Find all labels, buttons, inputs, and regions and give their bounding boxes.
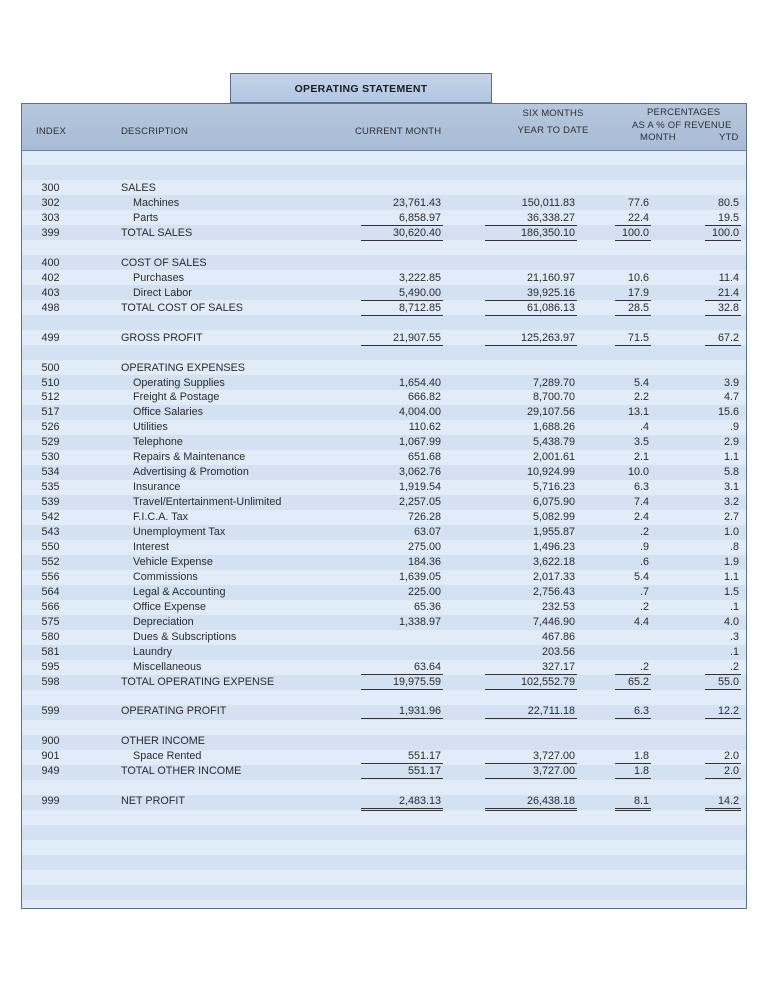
underline-rule [615, 315, 651, 316]
row-current-month: 651.68 [407, 451, 441, 464]
underline-rule [361, 240, 443, 241]
background-stripe [22, 885, 746, 900]
row-description: Interest [133, 540, 170, 553]
row-description: Telephone [133, 436, 183, 449]
row-pct-ytd: 1.1 [723, 570, 739, 583]
row-description: Depreciation [133, 615, 194, 628]
table-row [22, 734, 746, 748]
row-pct-month: 77.6 [627, 196, 649, 209]
background-stripe [22, 315, 746, 330]
table-row [22, 420, 746, 434]
row-pct-ytd: 2.7 [723, 511, 739, 524]
row-six-months-ytd: 22,711.18 [527, 705, 575, 718]
row-six-months-ytd: 10,924.99 [526, 466, 575, 479]
row-six-months-ytd: 3,727.00 [532, 765, 575, 778]
row-index: 543 [41, 526, 60, 538]
row-pct-month: 13.1 [627, 406, 649, 419]
row-description: SALES [121, 182, 156, 194]
row-pct-ytd: .1 [729, 645, 739, 658]
row-pct-ytd: .2 [729, 660, 739, 673]
row-index: 542 [41, 511, 60, 524]
row-six-months-ytd: 7,446.90 [532, 615, 575, 628]
row-index: 595 [41, 660, 60, 673]
background-stripe [22, 150, 746, 165]
row-description: TOTAL SALES [121, 226, 193, 239]
table-row [22, 764, 746, 778]
row-description: Operating Supplies [133, 376, 225, 389]
row-pct-month: .2 [639, 526, 649, 538]
header-description: DESCRIPTION [121, 126, 189, 137]
row-index: 534 [41, 466, 60, 479]
row-current-month: 3,222.85 [398, 271, 441, 284]
row-six-months-ytd: 61,086.13 [526, 301, 575, 314]
row-six-months-ytd: 203.56 [541, 645, 575, 658]
row-pct-month: 71.5 [627, 331, 649, 344]
row-pct-ytd: 5.8 [723, 466, 739, 479]
row-description: Insurance [133, 481, 181, 494]
underline-rule [361, 689, 443, 690]
row-six-months-ytd: 467.86 [541, 630, 575, 643]
row-description: OPERATING PROFIT [121, 705, 227, 718]
row-index: 949 [41, 765, 60, 778]
row-pct-ytd: 80.5 [717, 196, 739, 209]
row-description: NET PROFIT [121, 795, 185, 808]
row-current-month: 30,620.40 [392, 226, 441, 239]
underline-rule [485, 778, 577, 779]
row-current-month: 666.82 [407, 391, 441, 404]
row-six-months-ytd: 2,017.33 [532, 570, 575, 583]
row-pct-month: 2.4 [633, 511, 649, 524]
row-current-month: 23,761.43 [392, 196, 441, 209]
row-description: Dues & Subscriptions [133, 630, 237, 643]
header-pct-of-revenue: AS A % OF REVENUE [632, 120, 732, 131]
background-stripe [22, 810, 746, 825]
row-index: 550 [41, 540, 60, 553]
underline-rule [615, 689, 651, 690]
row-six-months-ytd: 3,622.18 [532, 555, 575, 568]
row-current-month: 110.62 [408, 421, 441, 434]
header-percentages: PERCENTAGES [647, 107, 721, 118]
row-pct-ytd: 1.9 [723, 555, 739, 568]
row-index: 499 [41, 331, 60, 344]
row-current-month: 8,712.85 [398, 301, 441, 314]
row-pct-month: 100.0 [621, 226, 649, 239]
row-pct-ytd: 3.2 [723, 496, 739, 509]
row-pct-ytd: 14.2 [717, 795, 739, 808]
table-row [22, 465, 746, 479]
row-description: TOTAL OTHER INCOME [121, 765, 242, 778]
row-index: 552 [41, 555, 60, 568]
table-row [22, 435, 746, 449]
table-row [22, 211, 746, 225]
table-row [22, 226, 746, 240]
row-index: 581 [41, 645, 60, 658]
row-index: 526 [41, 421, 60, 434]
row-six-months-ytd: 327.17 [541, 660, 575, 673]
row-description: OTHER INCOME [121, 735, 205, 748]
table-row [22, 675, 746, 689]
underline-rule [485, 718, 577, 719]
row-index: 303 [41, 211, 60, 224]
table-row [22, 495, 746, 509]
table-row [22, 704, 746, 718]
table-row [22, 271, 746, 285]
table-row [22, 615, 746, 629]
row-pct-month: .2 [639, 600, 649, 613]
underline-rule [361, 778, 443, 779]
table-row [22, 555, 746, 569]
underline-rule [705, 689, 741, 690]
row-description: COST OF SALES [121, 256, 207, 269]
row-six-months-ytd: 1,496.23 [532, 540, 575, 553]
row-pct-month: 8.1 [633, 795, 649, 808]
row-pct-ytd: 4.0 [723, 615, 739, 628]
row-six-months-ytd: 1,955.87 [532, 526, 575, 538]
row-description: Freight & Postage [133, 391, 220, 404]
background-stripe [22, 870, 746, 885]
row-current-month: 63.07 [413, 526, 441, 538]
background-stripe [22, 780, 746, 795]
row-index: 498 [41, 301, 60, 314]
row-current-month: 551.17 [407, 765, 441, 778]
background-stripe [22, 900, 746, 909]
row-current-month: 1,338.97 [398, 615, 441, 628]
table-row [22, 600, 746, 614]
underline-rule [615, 345, 651, 346]
row-six-months-ytd: 8,700.70 [532, 391, 575, 404]
row-pct-ytd: .8 [729, 540, 739, 553]
row-pct-ytd: 2.0 [723, 750, 739, 763]
row-description: Office Expense [133, 600, 207, 613]
row-description: Purchases [133, 271, 185, 284]
row-six-months-ytd: 29,107.56 [526, 406, 575, 419]
table-row [22, 585, 746, 599]
row-index: 900 [41, 735, 60, 748]
row-six-months-ytd: 5,082.99 [532, 511, 575, 524]
row-current-month: 1,067.99 [398, 436, 441, 449]
row-pct-month: 1.8 [633, 750, 649, 763]
row-current-month: 184.36 [407, 555, 441, 568]
row-six-months-ytd: 26,438.18 [526, 795, 575, 808]
header-six-months: SIX MONTHS [522, 108, 584, 119]
row-six-months-ytd: 36,338.27 [526, 211, 575, 224]
row-description: Vehicle Expense [133, 555, 213, 568]
header-pct-month: MONTH [640, 132, 676, 143]
row-current-month: 65.36 [413, 600, 441, 613]
row-pct-month: .7 [639, 585, 649, 598]
row-index: 402 [41, 271, 60, 284]
underline-rule [705, 808, 741, 809]
row-index: 500 [41, 361, 60, 374]
table-row [22, 570, 746, 584]
row-pct-month: 1.8 [633, 765, 649, 778]
row-description: OPERATING EXPENSES [121, 361, 245, 374]
row-pct-ytd: 3.9 [723, 376, 739, 389]
row-six-months-ytd: 5,438.79 [532, 436, 575, 449]
background-stripe [22, 720, 746, 735]
statement-sheet [21, 103, 747, 909]
underline-rule [485, 240, 577, 241]
row-pct-month: 6.3 [633, 705, 649, 718]
row-current-month: 1,919.54 [398, 481, 441, 494]
header-pct-ytd: YTD [719, 132, 739, 143]
header-year-to-date: YEAR TO DATE [517, 125, 589, 136]
underline-rule [361, 808, 443, 809]
row-current-month: 551.17 [407, 750, 441, 763]
table-row [22, 376, 746, 390]
row-current-month: 2,483.13 [398, 795, 441, 808]
row-pct-month: .4 [639, 421, 649, 434]
row-index: 399 [41, 226, 60, 239]
row-index: 517 [41, 406, 60, 419]
row-index: 535 [41, 481, 60, 494]
row-six-months-ytd: 7,289.70 [532, 376, 575, 389]
row-pct-month: 5.4 [633, 570, 649, 583]
table-row [22, 540, 746, 554]
row-current-month: 1,654.40 [398, 376, 441, 389]
row-index: 556 [41, 570, 60, 583]
row-index: 300 [41, 182, 60, 194]
row-pct-ytd: 11.4 [718, 271, 739, 284]
background-stripe [22, 345, 746, 360]
row-index: 901 [41, 750, 60, 763]
row-pct-ytd: 3.1 [723, 481, 739, 494]
background-stripe [22, 840, 746, 855]
row-pct-month: 2.2 [633, 391, 649, 404]
header-current-month: CURRENT MONTH [355, 126, 442, 137]
row-six-months-ytd: 150,011.83 [521, 196, 575, 209]
row-pct-ytd: .3 [729, 630, 739, 643]
row-description: Direct Labor [133, 286, 192, 299]
row-pct-month: 10.0 [627, 466, 649, 479]
table-row [22, 645, 746, 659]
row-pct-ytd: 2.9 [723, 436, 739, 449]
row-pct-month: 22.4 [627, 211, 649, 224]
row-pct-ytd: 12.2 [717, 705, 739, 718]
row-description: Travel/Entertainment-Unlimited [133, 496, 282, 509]
row-current-month: 2,257.05 [398, 496, 441, 509]
table-row [22, 286, 746, 300]
row-current-month: 19,975.59 [392, 675, 441, 688]
row-six-months-ytd: 232.53 [541, 600, 575, 613]
table-row [22, 196, 746, 210]
row-pct-ytd: 55.0 [717, 675, 739, 688]
row-pct-ytd: .9 [729, 421, 739, 434]
header-index: INDEX [36, 126, 67, 137]
row-current-month: 3,062.76 [398, 466, 441, 479]
row-pct-month: .2 [639, 660, 649, 673]
row-pct-ytd: 100.0 [711, 226, 739, 239]
underline-rule [485, 810, 577, 811]
row-current-month: 726.28 [407, 511, 441, 524]
column-header [22, 104, 746, 151]
row-index: 599 [41, 705, 60, 718]
row-six-months-ytd: 3,727.00 [532, 750, 575, 763]
row-description: Utilities [133, 421, 168, 434]
row-description: Laundry [133, 645, 173, 658]
row-six-months-ytd: 6,075.90 [532, 496, 575, 509]
row-description: F.I.C.A. Tax [133, 511, 189, 524]
row-description: Miscellaneous [133, 660, 202, 673]
row-six-months-ytd: 2,756.43 [532, 585, 575, 598]
row-description: GROSS PROFIT [121, 331, 203, 344]
background-stripe [22, 690, 746, 705]
row-index: 566 [41, 600, 60, 613]
table-row [22, 450, 746, 464]
row-current-month: 6,858.97 [398, 211, 441, 224]
row-description: TOTAL OPERATING EXPENSE [121, 675, 275, 688]
underline-rule [485, 315, 577, 316]
underline-rule [615, 808, 651, 809]
row-pct-month: 6.3 [633, 481, 649, 494]
row-pct-ytd: 1.5 [723, 585, 739, 598]
row-current-month: 5,490.00 [398, 286, 441, 299]
row-description: Parts [133, 211, 159, 224]
row-six-months-ytd: 5,716.23 [532, 481, 575, 494]
row-description: Advertising & Promotion [133, 466, 249, 479]
table-row [22, 525, 746, 539]
row-index: 564 [41, 585, 60, 598]
underline-rule [705, 778, 741, 779]
row-index: 598 [41, 675, 60, 688]
row-description: Office Salaries [133, 406, 204, 419]
row-pct-month: 3.5 [633, 436, 649, 449]
table-row [22, 510, 746, 524]
row-current-month: 225.00 [407, 585, 441, 598]
row-pct-month: 10.6 [627, 271, 649, 284]
row-index: 530 [41, 451, 60, 464]
row-pct-ytd: 21.4 [717, 286, 739, 299]
row-current-month: 1,639.05 [398, 570, 441, 583]
row-pct-month: 7.4 [633, 496, 649, 509]
row-description: Unemployment Tax [133, 526, 226, 538]
table-row [22, 256, 746, 270]
row-description: Commissions [133, 570, 198, 583]
underline-rule [705, 240, 741, 241]
background-stripe [22, 855, 746, 870]
row-pct-month: 5.4 [633, 376, 649, 389]
table-row [22, 301, 746, 315]
row-index: 529 [41, 436, 60, 449]
row-six-months-ytd: 21,160.97 [526, 271, 575, 284]
underline-rule [485, 345, 577, 346]
row-six-months-ytd: 125,263.97 [520, 331, 575, 344]
table-row [22, 331, 746, 345]
row-pct-ytd: 32.8 [717, 301, 739, 314]
row-current-month: 21,907.55 [392, 331, 441, 344]
row-six-months-ytd: 186,350.10 [520, 226, 575, 239]
table-row [22, 794, 746, 808]
row-description: Machines [133, 196, 180, 209]
row-pct-month: .9 [639, 540, 649, 553]
underline-rule [485, 689, 577, 690]
row-description: Space Rented [133, 750, 202, 763]
row-index: 302 [41, 196, 60, 209]
row-index: 510 [41, 376, 60, 389]
row-pct-ytd: 1.0 [723, 526, 739, 538]
row-description: Legal & Accounting [133, 585, 226, 598]
table-row [22, 660, 746, 674]
row-pct-month: .6 [639, 555, 649, 568]
row-current-month: 4,004.00 [398, 406, 441, 419]
background-stripe [22, 165, 746, 180]
row-pct-ytd: 2.0 [723, 765, 739, 778]
underline-rule [705, 718, 741, 719]
background-stripe [22, 825, 746, 840]
underline-rule [615, 778, 651, 779]
row-pct-ytd: 67.2 [717, 331, 739, 344]
underline-rule [485, 808, 577, 809]
row-six-months-ytd: 1,688.26 [532, 421, 575, 434]
underline-rule [705, 810, 741, 811]
row-index: 999 [41, 795, 60, 808]
underline-rule [615, 810, 651, 811]
statement-title: OPERATING STATEMENT [294, 83, 428, 95]
row-pct-ytd: 4.7 [723, 391, 739, 404]
table-row [22, 749, 746, 763]
underline-rule [615, 240, 651, 241]
row-index: 539 [41, 496, 60, 509]
underline-rule [705, 315, 741, 316]
table-row [22, 181, 746, 195]
underline-rule [361, 345, 443, 346]
row-current-month: 1,931.96 [398, 705, 441, 718]
row-pct-ytd: 19.5 [717, 211, 739, 224]
underline-rule [361, 315, 443, 316]
row-description: Repairs & Maintenance [133, 451, 246, 464]
row-index: 403 [41, 286, 60, 299]
underline-rule [705, 345, 741, 346]
row-index: 580 [41, 630, 60, 643]
table-row [22, 390, 746, 404]
row-pct-ytd: 15.6 [717, 406, 739, 419]
table-row [22, 405, 746, 419]
row-pct-ytd: .1 [729, 600, 739, 613]
row-current-month: 63.64 [413, 660, 441, 673]
row-index: 400 [41, 256, 60, 269]
table-row [22, 630, 746, 644]
row-current-month: 275.00 [407, 540, 441, 553]
table-row [22, 361, 746, 375]
row-pct-month: 65.2 [627, 675, 649, 688]
row-index: 575 [41, 615, 60, 628]
row-pct-month: 28.5 [627, 301, 649, 314]
row-six-months-ytd: 102,552.79 [520, 675, 575, 688]
underline-rule [615, 718, 651, 719]
background-stripe [22, 240, 746, 255]
row-pct-ytd: 1.1 [723, 451, 739, 464]
underline-rule [361, 718, 443, 719]
row-six-months-ytd: 2,001.61 [532, 451, 575, 464]
row-six-months-ytd: 39,925.16 [526, 286, 575, 299]
row-pct-month: 2.1 [633, 451, 649, 464]
underline-rule [361, 810, 443, 811]
row-index: 512 [41, 391, 60, 404]
table-row [22, 480, 746, 494]
row-pct-month: 4.4 [633, 615, 649, 628]
row-description: TOTAL COST OF SALES [121, 301, 243, 314]
statement-title-tab [230, 73, 492, 103]
row-pct-month: 17.9 [627, 286, 649, 299]
